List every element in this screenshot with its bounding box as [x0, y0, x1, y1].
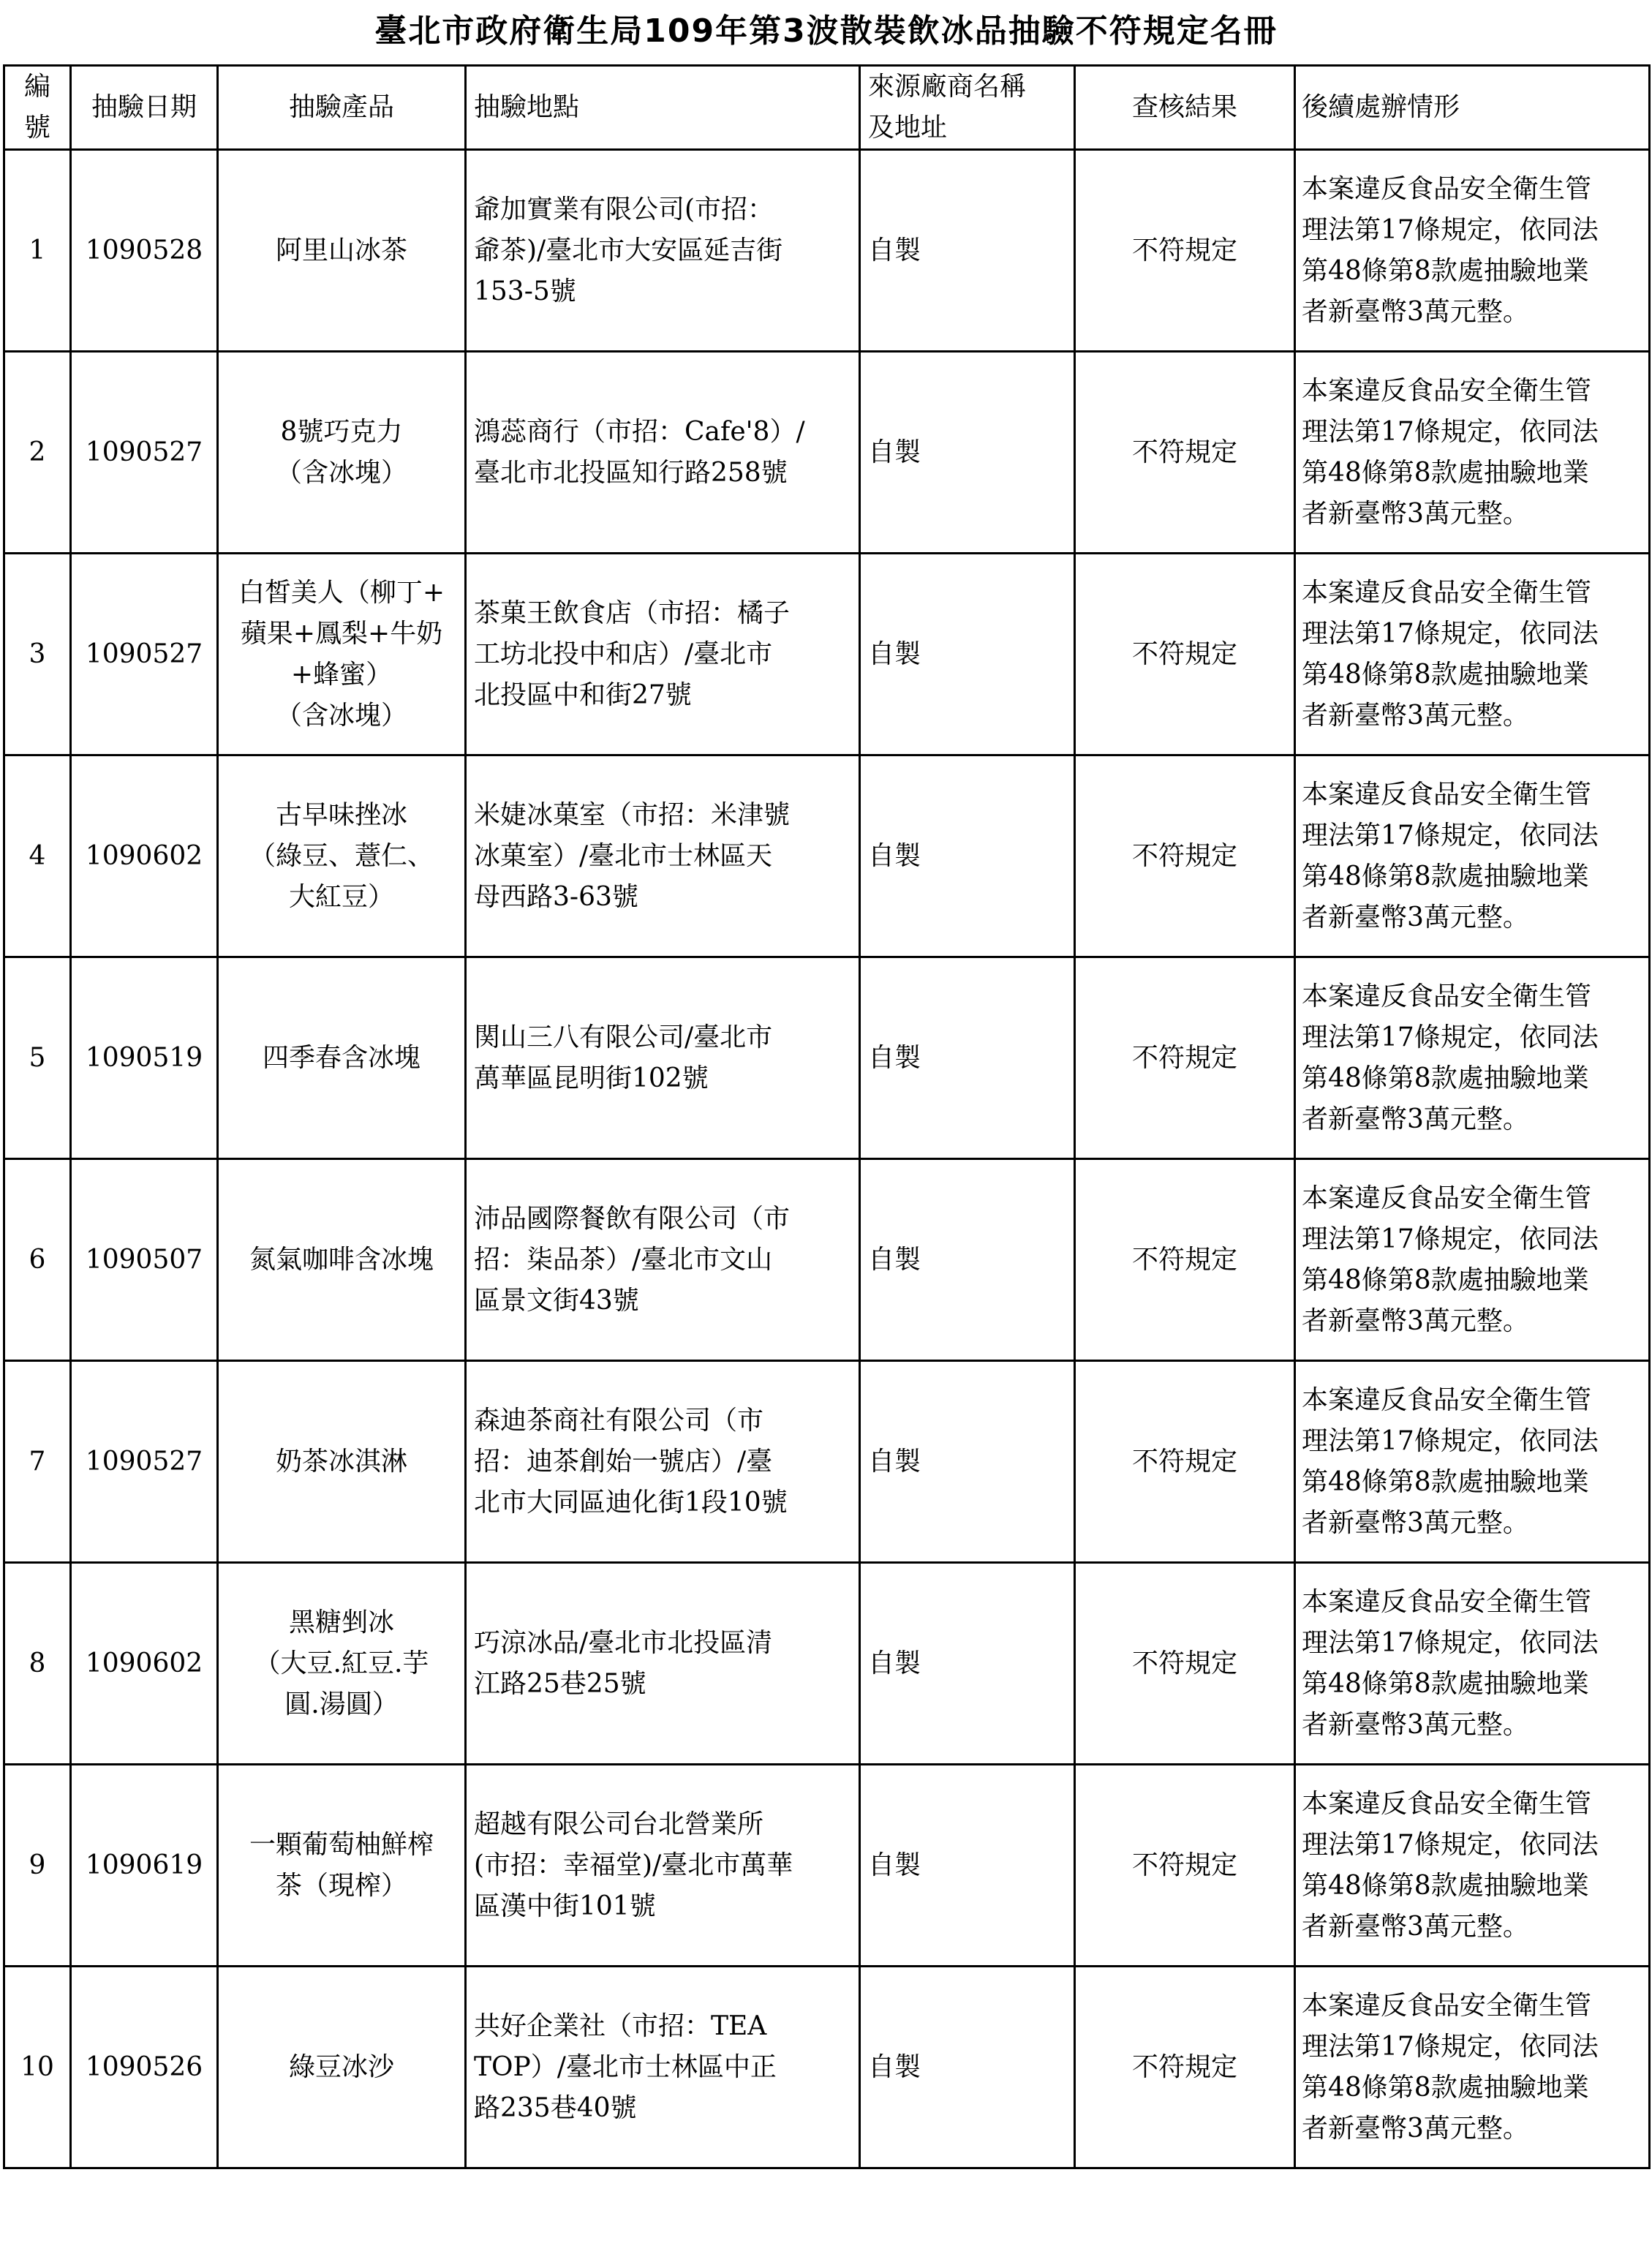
cell-source: 自製 [860, 1563, 1075, 1765]
cell-result: 不符規定 [1075, 1563, 1295, 1765]
cell-action: 本案違反食品安全衛生管 理法第17條規定，依同法 第48條第8款處抽驗地業 者新臺幣3萬元整。 [1295, 554, 1650, 755]
cell-result: 不符規定 [1075, 957, 1295, 1159]
cell-result: 不符規定 [1075, 554, 1295, 755]
cell-location: 関山三八有限公司/臺北市 萬華區昆明街102號 [466, 957, 860, 1159]
cell-location: 共好企業社（市招：TEA TOP）/臺北市士林區中正 路235巷40號 [466, 1967, 860, 2168]
noncompliance-table [3, 64, 1651, 2169]
cell-source: 自製 [860, 755, 1075, 957]
header-date: 抽驗日期 [71, 66, 218, 150]
cell-action: 本案違反食品安全衛生管 理法第17條規定，依同法 第48條第8款處抽驗地業 者新臺幣3萬元整。 [1295, 1159, 1650, 1361]
cell-source: 自製 [860, 1765, 1075, 1967]
cell-result: 不符規定 [1075, 150, 1295, 352]
cell-source: 自製 [860, 1967, 1075, 2168]
cell-source: 自製 [860, 1361, 1075, 1563]
table-row [4, 1765, 1650, 1967]
cell-date: 1090619 [71, 1765, 218, 1967]
cell-source: 自製 [860, 957, 1075, 1159]
header-number: 編 號 [4, 66, 71, 150]
table-row [4, 755, 1650, 957]
cell-result: 不符規定 [1075, 1159, 1295, 1361]
cell-location: 米婕冰菓室（市招：米津號 冰菓室）/臺北市士林區天 母西路3-63號 [466, 755, 860, 957]
cell-date: 1090526 [71, 1967, 218, 2168]
table-row [4, 1563, 1650, 1765]
cell-source: 自製 [860, 554, 1075, 755]
table-row [4, 1159, 1650, 1361]
cell-date: 1090527 [71, 1361, 218, 1563]
cell-source: 自製 [860, 150, 1075, 352]
cell-action: 本案違反食品安全衛生管 理法第17條規定，依同法 第48條第8款處抽驗地業 者新臺幣3萬元整。 [1295, 755, 1650, 957]
cell-product: 阿里山冰茶 [218, 150, 466, 352]
cell-location: 巧涼冰品/臺北市北投區清 江路25巷25號 [466, 1563, 860, 1765]
cell-location: 超越有限公司台北營業所 (市招：幸福堂)/臺北市萬華 區漢中街101號 [466, 1765, 860, 1967]
table-row [4, 554, 1650, 755]
cell-number: 8 [4, 1563, 71, 1765]
cell-date: 1090527 [71, 554, 218, 755]
cell-number: 10 [4, 1967, 71, 2168]
table-header-row [4, 66, 1650, 150]
cell-action: 本案違反食品安全衛生管 理法第17條規定，依同法 第48條第8款處抽驗地業 者新臺幣3萬元整。 [1295, 957, 1650, 1159]
cell-result: 不符規定 [1075, 352, 1295, 554]
table-row [4, 150, 1650, 352]
cell-number: 7 [4, 1361, 71, 1563]
cell-date: 1090528 [71, 150, 218, 352]
header-source: 來源廠商名稱 及地址 [860, 66, 1075, 150]
cell-location: 爺加實業有限公司(市招： 爺茶)/臺北市大安區延吉街 153-5號 [466, 150, 860, 352]
cell-result: 不符規定 [1075, 1765, 1295, 1967]
page-title: 臺北市政府衛生局109年第3波散裝飲冰品抽驗不符規定名冊 [374, 12, 1278, 50]
cell-location: 沛品國際餐飲有限公司（市 招：柒品茶）/臺北市文山 區景文街43號 [466, 1159, 860, 1361]
cell-product: 白皙美人（柳丁+ 蘋果+鳳梨+牛奶 +蜂蜜） （含冰塊） [218, 554, 466, 755]
table-row [4, 1967, 1650, 2168]
cell-date: 1090527 [71, 352, 218, 554]
cell-result: 不符規定 [1075, 1361, 1295, 1563]
table-row [4, 1361, 1650, 1563]
cell-product: 黑糖剉冰 （大豆.紅豆.芋 圓.湯圓） [218, 1563, 466, 1765]
cell-number: 6 [4, 1159, 71, 1361]
cell-result: 不符規定 [1075, 755, 1295, 957]
header-location: 抽驗地點 [466, 66, 860, 150]
table-row [4, 957, 1650, 1159]
cell-number: 1 [4, 150, 71, 352]
cell-location: 鴻蕊商行（市招：Cafe'8）/ 臺北市北投區知行路258號 [466, 352, 860, 554]
cell-number: 2 [4, 352, 71, 554]
cell-product: 綠豆冰沙 [218, 1967, 466, 2168]
cell-source: 自製 [860, 1159, 1075, 1361]
cell-product: 氮氣咖啡含冰塊 [218, 1159, 466, 1361]
cell-source: 自製 [860, 352, 1075, 554]
cell-action: 本案違反食品安全衛生管 理法第17條規定，依同法 第48條第8款處抽驗地業 者新臺幣3萬元整。 [1295, 150, 1650, 352]
cell-product: 一顆葡萄柚鮮榨 茶（現榨） [218, 1765, 466, 1967]
header-product: 抽驗產品 [218, 66, 466, 150]
cell-number: 5 [4, 957, 71, 1159]
header-result: 查核結果 [1075, 66, 1295, 150]
cell-product: 四季春含冰塊 [218, 957, 466, 1159]
cell-action: 本案違反食品安全衛生管 理法第17條規定，依同法 第48條第8款處抽驗地業 者新臺幣3萬元整。 [1295, 1563, 1650, 1765]
cell-location: 茶菓王飲食店（市招：橘子 工坊北投中和店）/臺北市 北投區中和街27號 [466, 554, 860, 755]
cell-location: 森迪茶商社有限公司（市 招：迪茶創始一號店）/臺 北市大同區迪化街1段10號 [466, 1361, 860, 1563]
cell-product: 8號巧克力 （含冰塊） [218, 352, 466, 554]
cell-product: 古早味挫冰 （綠豆、薏仁、 大紅豆） [218, 755, 466, 957]
cell-date: 1090602 [71, 1563, 218, 1765]
cell-result: 不符規定 [1075, 1967, 1295, 2168]
cell-action: 本案違反食品安全衛生管 理法第17條規定，依同法 第48條第8款處抽驗地業 者新臺幣3萬元整。 [1295, 352, 1650, 554]
cell-number: 3 [4, 554, 71, 755]
cell-number: 4 [4, 755, 71, 957]
cell-date: 1090602 [71, 755, 218, 957]
cell-action: 本案違反食品安全衛生管 理法第17條規定，依同法 第48條第8款處抽驗地業 者新臺幣3萬元整。 [1295, 1361, 1650, 1563]
cell-action: 本案違反食品安全衛生管 理法第17條規定，依同法 第48條第8款處抽驗地業 者新臺幣3萬元整。 [1295, 1967, 1650, 2168]
table-row [4, 352, 1650, 554]
cell-action: 本案違反食品安全衛生管 理法第17條規定，依同法 第48條第8款處抽驗地業 者新臺幣3萬元整。 [1295, 1765, 1650, 1967]
cell-date: 1090507 [71, 1159, 218, 1361]
cell-number: 9 [4, 1765, 71, 1967]
cell-date: 1090519 [71, 957, 218, 1159]
cell-product: 奶茶冰淇淋 [218, 1361, 466, 1563]
header-action: 後續處辦情形 [1295, 66, 1650, 150]
